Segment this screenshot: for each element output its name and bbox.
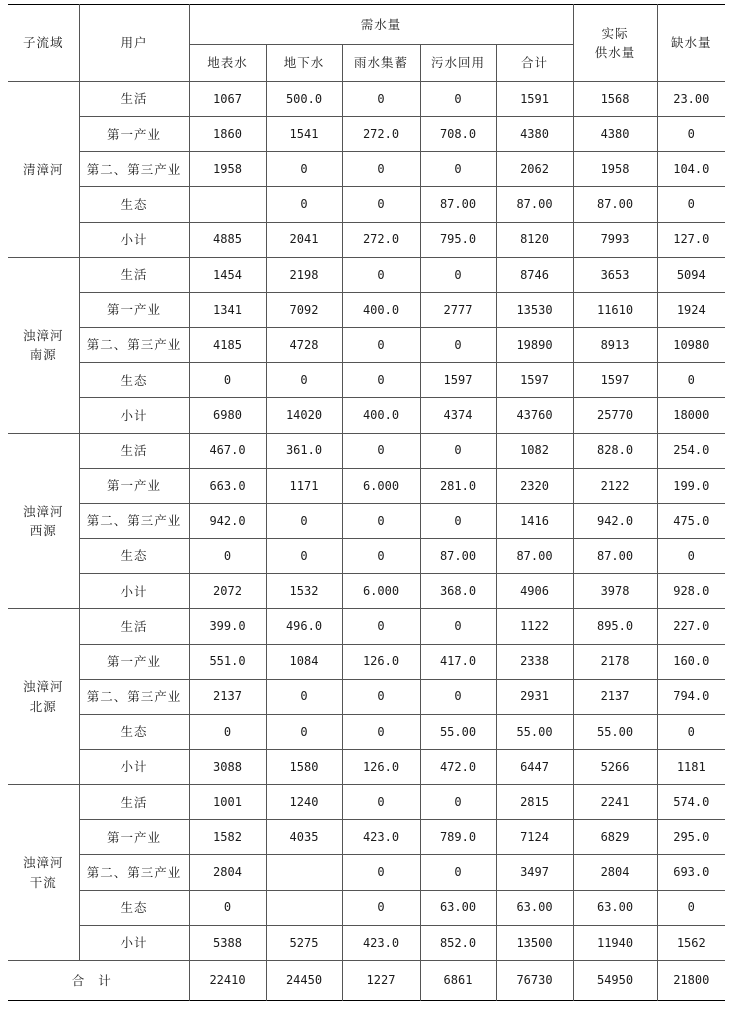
value-cell: 199.0 (657, 468, 725, 503)
basin-cell (8, 257, 79, 433)
value-cell: 0 (342, 328, 420, 363)
basin-cell (8, 785, 79, 961)
value-cell: 87.00 (496, 187, 573, 222)
table-row (8, 117, 725, 152)
table-row (8, 152, 725, 187)
value-cell: 8120 (496, 222, 573, 257)
value-cell: 5388 (189, 925, 266, 960)
value-cell: 4380 (496, 117, 573, 152)
value-cell: 1067 (189, 82, 266, 117)
value-cell: 1001 (189, 785, 266, 820)
value-cell: 1084 (266, 644, 342, 679)
value-cell: 4185 (189, 328, 266, 363)
value-cell: 0 (420, 609, 496, 644)
value-cell: 63.00 (496, 890, 573, 925)
value-cell: 852.0 (420, 925, 496, 960)
user-cell: 第二、第三产业 (79, 152, 189, 187)
value-cell: 2072 (189, 574, 266, 609)
value-cell: 0 (342, 187, 420, 222)
col-header-demand-total: 合计 (496, 45, 573, 82)
col-header-shortage: 缺水量 (657, 5, 725, 82)
value-cell: 663.0 (189, 468, 266, 503)
value-cell: 5275 (266, 925, 342, 960)
value-cell: 1082 (496, 433, 573, 468)
value-cell: 0 (420, 152, 496, 187)
value-cell: 87.00 (420, 187, 496, 222)
value-cell: 2178 (573, 644, 657, 679)
value-cell: 11610 (573, 292, 657, 327)
value-cell: 0 (342, 82, 420, 117)
table-row (8, 292, 725, 327)
value-cell: 0 (420, 785, 496, 820)
value-cell: 272.0 (342, 222, 420, 257)
value-cell (189, 187, 266, 222)
value-cell: 0 (657, 187, 725, 222)
table-row (8, 644, 725, 679)
actual-supply-line2: 供水量 (594, 45, 636, 60)
total-value-cell: 22410 (189, 961, 266, 1001)
user-cell: 生活 (79, 609, 189, 644)
value-cell: 13530 (496, 292, 573, 327)
col-header-rainwater: 雨水集蓄 (342, 45, 420, 82)
value-cell: 2777 (420, 292, 496, 327)
basin-name-line: 西源 (29, 522, 57, 538)
basin-cell (8, 82, 79, 258)
value-cell: 43760 (496, 398, 573, 433)
value-cell: 87.00 (420, 539, 496, 574)
value-cell: 693.0 (657, 855, 725, 890)
value-cell: 2122 (573, 468, 657, 503)
value-cell: 6829 (573, 820, 657, 855)
value-cell: 7993 (573, 222, 657, 257)
value-cell: 2137 (189, 679, 266, 714)
value-cell: 2815 (496, 785, 573, 820)
user-cell: 第二、第三产业 (79, 679, 189, 714)
value-cell: 0 (420, 433, 496, 468)
table-row (8, 785, 725, 820)
basin-name-line: 南源 (29, 347, 57, 363)
value-cell: 942.0 (189, 503, 266, 538)
value-cell: 4906 (496, 574, 573, 609)
value-cell: 4885 (189, 222, 266, 257)
value-cell: 1582 (189, 820, 266, 855)
table-row (8, 468, 725, 503)
value-cell: 4728 (266, 328, 342, 363)
value-cell: 399.0 (189, 609, 266, 644)
value-cell: 0 (342, 257, 420, 292)
value-cell: 0 (342, 363, 420, 398)
value-cell: 14020 (266, 398, 342, 433)
value-cell: 1454 (189, 257, 266, 292)
user-cell: 第一产业 (79, 292, 189, 327)
value-cell: 0 (189, 363, 266, 398)
value-cell: 828.0 (573, 433, 657, 468)
value-cell: 368.0 (420, 574, 496, 609)
table-row (8, 257, 725, 292)
value-cell: 2062 (496, 152, 573, 187)
value-cell: 126.0 (342, 644, 420, 679)
value-cell: 1597 (573, 363, 657, 398)
value-cell: 0 (266, 503, 342, 538)
value-cell: 1958 (573, 152, 657, 187)
value-cell: 1341 (189, 292, 266, 327)
value-cell: 708.0 (420, 117, 496, 152)
value-cell: 0 (189, 539, 266, 574)
value-cell: 2931 (496, 679, 573, 714)
value-cell: 63.00 (573, 890, 657, 925)
value-cell: 942.0 (573, 503, 657, 538)
user-cell: 生态 (79, 539, 189, 574)
value-cell: 1568 (573, 82, 657, 117)
basin-name-line: 浊漳河 (22, 503, 64, 519)
value-cell: 0 (266, 679, 342, 714)
table-row (8, 363, 725, 398)
user-cell: 第二、第三产业 (79, 855, 189, 890)
value-cell: 2198 (266, 257, 342, 292)
total-value-cell: 54950 (573, 961, 657, 1001)
basin-name-line: 清漳河 (22, 161, 64, 177)
value-cell: 272.0 (342, 117, 420, 152)
total-value-cell: 6861 (420, 961, 496, 1001)
user-cell: 第一产业 (79, 644, 189, 679)
total-value-cell: 1227 (342, 961, 420, 1001)
value-cell: 87.00 (573, 539, 657, 574)
value-cell: 126.0 (342, 749, 420, 784)
value-cell: 500.0 (266, 82, 342, 117)
user-cell: 小计 (79, 749, 189, 784)
value-cell: 1416 (496, 503, 573, 538)
value-cell: 8746 (496, 257, 573, 292)
table-row (8, 539, 725, 574)
value-cell: 5266 (573, 749, 657, 784)
table-row (8, 398, 725, 433)
value-cell: 0 (657, 363, 725, 398)
value-cell: 0 (420, 679, 496, 714)
user-cell: 小计 (79, 398, 189, 433)
value-cell: 0 (266, 714, 342, 749)
value-cell (266, 890, 342, 925)
value-cell: 11940 (573, 925, 657, 960)
basin-name-line: 浊漳河 (22, 327, 64, 343)
value-cell: 55.00 (420, 714, 496, 749)
value-cell: 87.00 (573, 187, 657, 222)
user-cell: 生态 (79, 714, 189, 749)
value-cell: 1171 (266, 468, 342, 503)
value-cell: 2320 (496, 468, 573, 503)
table-body (8, 82, 725, 961)
user-cell: 第一产业 (79, 468, 189, 503)
value-cell: 0 (657, 539, 725, 574)
value-cell: 0 (342, 855, 420, 890)
table-row (8, 433, 725, 468)
value-cell: 23.00 (657, 82, 725, 117)
value-cell: 3653 (573, 257, 657, 292)
value-cell: 295.0 (657, 820, 725, 855)
col-header-basin: 子流域 (8, 5, 79, 82)
user-cell: 生活 (79, 257, 189, 292)
value-cell: 1860 (189, 117, 266, 152)
value-cell: 0 (342, 152, 420, 187)
value-cell: 19890 (496, 328, 573, 363)
value-cell: 1541 (266, 117, 342, 152)
user-cell: 第二、第三产业 (79, 503, 189, 538)
basin-name-line: 北源 (29, 698, 57, 714)
value-cell: 2804 (189, 855, 266, 890)
basin-name-line: 浊漳河 (22, 855, 64, 871)
value-cell: 0 (342, 890, 420, 925)
value-cell: 4035 (266, 820, 342, 855)
value-cell: 0 (657, 714, 725, 749)
col-header-demand: 需水量 (189, 5, 573, 45)
total-value-cell: 76730 (496, 961, 573, 1001)
value-cell: 55.00 (573, 714, 657, 749)
value-cell: 0 (420, 503, 496, 538)
value-cell: 1597 (420, 363, 496, 398)
value-cell: 400.0 (342, 292, 420, 327)
user-cell: 生态 (79, 187, 189, 222)
value-cell: 1532 (266, 574, 342, 609)
table-row (8, 855, 725, 890)
value-cell: 6980 (189, 398, 266, 433)
value-cell: 551.0 (189, 644, 266, 679)
col-header-user: 用户 (79, 5, 189, 82)
value-cell: 0 (266, 152, 342, 187)
value-cell: 2804 (573, 855, 657, 890)
basin-name-line: 干流 (29, 874, 57, 890)
value-cell: 496.0 (266, 609, 342, 644)
table-header (8, 5, 725, 82)
value-cell: 227.0 (657, 609, 725, 644)
value-cell: 127.0 (657, 222, 725, 257)
value-cell: 0 (657, 890, 725, 925)
value-cell: 0 (342, 503, 420, 538)
value-cell: 4380 (573, 117, 657, 152)
table-row (8, 890, 725, 925)
value-cell: 3978 (573, 574, 657, 609)
value-cell: 6.000 (342, 468, 420, 503)
value-cell (266, 855, 342, 890)
table-row (8, 187, 725, 222)
value-cell: 0 (657, 117, 725, 152)
basin-cell (8, 609, 79, 785)
user-cell: 第一产业 (79, 820, 189, 855)
value-cell: 1958 (189, 152, 266, 187)
value-cell: 104.0 (657, 152, 725, 187)
value-cell: 1240 (266, 785, 342, 820)
value-cell: 794.0 (657, 679, 725, 714)
value-cell: 795.0 (420, 222, 496, 257)
water-balance-table (8, 4, 725, 1001)
value-cell: 0 (266, 363, 342, 398)
user-cell: 生活 (79, 82, 189, 117)
user-cell: 第一产业 (79, 117, 189, 152)
table-row (8, 574, 725, 609)
value-cell: 0 (266, 539, 342, 574)
table-row (8, 749, 725, 784)
value-cell: 18000 (657, 398, 725, 433)
value-cell: 10980 (657, 328, 725, 363)
user-cell: 生活 (79, 785, 189, 820)
value-cell: 2137 (573, 679, 657, 714)
value-cell: 5094 (657, 257, 725, 292)
value-cell: 1597 (496, 363, 573, 398)
value-cell: 0 (266, 187, 342, 222)
value-cell: 475.0 (657, 503, 725, 538)
value-cell: 0 (342, 714, 420, 749)
table-footer (8, 961, 725, 1001)
value-cell: 400.0 (342, 398, 420, 433)
value-cell: 1591 (496, 82, 573, 117)
value-cell: 1580 (266, 749, 342, 784)
value-cell: 895.0 (573, 609, 657, 644)
table-row (8, 714, 725, 749)
value-cell: 0 (420, 328, 496, 363)
value-cell: 6.000 (342, 574, 420, 609)
value-cell: 0 (189, 714, 266, 749)
value-cell: 467.0 (189, 433, 266, 468)
table-row (8, 679, 725, 714)
value-cell: 423.0 (342, 820, 420, 855)
table-row (8, 925, 725, 960)
value-cell: 1122 (496, 609, 573, 644)
value-cell: 0 (420, 855, 496, 890)
total-value-cell: 21800 (657, 961, 725, 1001)
value-cell: 13500 (496, 925, 573, 960)
value-cell: 0 (342, 785, 420, 820)
value-cell: 63.00 (420, 890, 496, 925)
value-cell: 1562 (657, 925, 725, 960)
user-cell: 生活 (79, 433, 189, 468)
value-cell: 0 (342, 679, 420, 714)
value-cell: 2338 (496, 644, 573, 679)
value-cell: 6447 (496, 749, 573, 784)
user-cell: 小计 (79, 925, 189, 960)
value-cell: 789.0 (420, 820, 496, 855)
user-cell: 小计 (79, 574, 189, 609)
value-cell: 281.0 (420, 468, 496, 503)
value-cell: 0 (420, 82, 496, 117)
value-cell: 8913 (573, 328, 657, 363)
value-cell: 0 (420, 257, 496, 292)
total-label: 合计 (8, 961, 189, 1001)
col-header-surface-water: 地表水 (189, 45, 266, 82)
basin-cell (8, 433, 79, 609)
value-cell: 1924 (657, 292, 725, 327)
value-cell: 0 (342, 609, 420, 644)
basin-name-line: 浊漳河 (22, 679, 64, 695)
value-cell: 2041 (266, 222, 342, 257)
user-cell: 小计 (79, 222, 189, 257)
value-cell: 87.00 (496, 539, 573, 574)
value-cell: 928.0 (657, 574, 725, 609)
col-header-actual-supply (573, 5, 657, 82)
value-cell: 472.0 (420, 749, 496, 784)
value-cell: 423.0 (342, 925, 420, 960)
total-row (8, 961, 725, 1001)
value-cell: 55.00 (496, 714, 573, 749)
value-cell: 3497 (496, 855, 573, 890)
value-cell: 0 (342, 433, 420, 468)
col-header-reclaimed-water: 污水回用 (420, 45, 496, 82)
value-cell: 3088 (189, 749, 266, 784)
table-row (8, 222, 725, 257)
value-cell: 25770 (573, 398, 657, 433)
total-value-cell: 24450 (266, 961, 342, 1001)
table-row (8, 820, 725, 855)
value-cell: 574.0 (657, 785, 725, 820)
table-row (8, 328, 725, 363)
actual-supply-line1: 实际 (601, 25, 629, 41)
value-cell: 361.0 (266, 433, 342, 468)
value-cell: 7092 (266, 292, 342, 327)
value-cell: 4374 (420, 398, 496, 433)
value-cell: 1181 (657, 749, 725, 784)
value-cell: 2241 (573, 785, 657, 820)
table-row (8, 609, 725, 644)
user-cell: 生态 (79, 890, 189, 925)
value-cell: 7124 (496, 820, 573, 855)
value-cell: 0 (189, 890, 266, 925)
table-row (8, 503, 725, 538)
value-cell: 160.0 (657, 644, 725, 679)
value-cell: 254.0 (657, 433, 725, 468)
user-cell: 第二、第三产业 (79, 328, 189, 363)
value-cell: 0 (342, 539, 420, 574)
col-header-groundwater: 地下水 (266, 45, 342, 82)
value-cell: 417.0 (420, 644, 496, 679)
user-cell: 生态 (79, 363, 189, 398)
table-row (8, 82, 725, 117)
